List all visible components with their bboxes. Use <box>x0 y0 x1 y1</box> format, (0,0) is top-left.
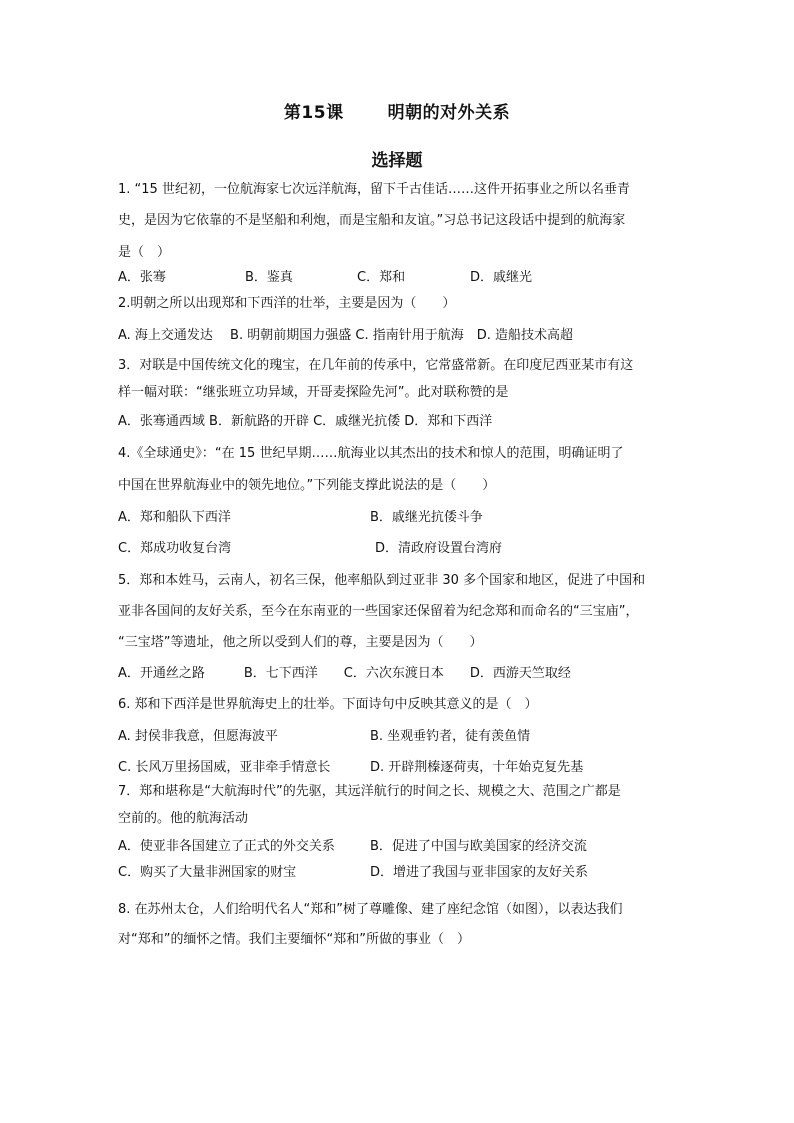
section-heading: 选择题 <box>371 151 423 171</box>
question-5-line-3: “三宝塔”等遗址，他之所以受到人们的尊，主要是因为（ ） <box>118 635 483 650</box>
question-4-line-2: 中国在世界航海业中的领先地位。”下列能支撑此说法的是（ ） <box>118 478 496 493</box>
question-1-option-b: B．鉴真 <box>245 270 293 285</box>
question-7-option-b: B．促进了中国与欧美国家的经济交流 <box>370 839 587 854</box>
question-6-option-b: B. 坐观垂钓者，徒有羡鱼情 <box>370 729 531 744</box>
question-4-option-c: C．郑成功收复台湾 <box>118 541 232 556</box>
question-5-line-2: 亚非各国间的友好关系，至今在东南亚的一些国家还保留着为纪念郑和而命名的“三宝庙”， <box>118 604 639 619</box>
question-1-line-1: 1. “15 世纪初，一位航海家七次远洋航海，留下千古佳话……这件开拓事业之所以名垂青 <box>118 182 630 197</box>
question-1-line-3: 是（ ） <box>118 245 171 260</box>
question-7-option-d: D．增进了我国与亚非国家的友好关系 <box>370 865 589 880</box>
question-2-line-1: 2.明朝之所以出现郑和下西洋的壮举，主要是因为（ ） <box>118 296 456 311</box>
lesson-title: 明朝的对外关系 <box>387 103 511 123</box>
question-8-line-2: 对“郑和”的缅怀之情。我们主要缅怀“郑和”所做的事业（ ） <box>118 932 470 947</box>
question-6-option-c: C. 长风万里扬国威，亚非牵手情意长 <box>118 760 331 775</box>
question-5-options: A．开通丝之路 B．七下西洋 C．六次东渡日本 D．西游天竺取经 <box>118 666 571 681</box>
question-7-option-a: A．使亚非各国建立了正式的外交关系 <box>118 839 335 854</box>
question-6-line-1: 6. 郑和下西洋是世界航海史上的壮举。下面诗句中反映其意义的是（ ） <box>118 697 538 712</box>
question-8-line-1: 8. 在苏州太仓，人们给明代名人“郑和”树了尊雕像、建了座纪念馆（如图），以表达我们 <box>118 902 623 917</box>
question-6-option-a: A. 封侯非我意，但愿海波平 <box>118 729 278 744</box>
question-7-option-c: C．购买了大量非洲国家的财宝 <box>118 865 297 880</box>
question-3-line-1: 3．对联是中国传统文化的瑰宝，在几年前的传承中，它常盛常新。在印度尼西亚某市有这 <box>118 358 634 373</box>
lesson-number: 第15课 <box>283 103 344 123</box>
question-4-line-1: 4.《全球通史》：“在 15 世纪早期……航海业以其杰出的技术和惊人的范围，明确证明了 <box>118 446 624 461</box>
question-2-options: A. 海上交通发达 B. 明朝前期国力强盛 C. 指南针用于航海 D. 造船技术高超 <box>118 328 573 343</box>
question-1-option-d: D．戚继光 <box>470 270 533 285</box>
question-3-line-2: 样一幅对联：“继张班立功异域，开哥麦探险先河”。此对联称赞的是 <box>118 385 509 400</box>
question-1-option-a: A．张骞 <box>118 270 166 285</box>
question-1-line-2: 史，是因为它依靠的不是坚船和利炮，而是宝船和友谊。”习总书记这段话中提到的航海家 <box>118 213 626 228</box>
question-6-option-d: D. 开辟荆榛逐荷夷，十年始克复先基 <box>370 760 584 775</box>
page-title <box>0 98 794 123</box>
question-4-option-d: D．清政府设置台湾府 <box>375 541 503 556</box>
question-4-option-a: A．郑和船队下西洋 <box>118 510 231 525</box>
question-3-options: A．张骞通西域 B．新航路的开辟 C．戚继光抗倭 D．郑和下西洋 <box>118 414 493 429</box>
question-4-option-b: B．戚继光抗倭斗争 <box>370 510 483 525</box>
question-1-option-c: C．郑和 <box>357 270 406 285</box>
question-7-line-2: 空前的。他的航海活动 <box>118 811 249 826</box>
question-5-line-1: 5．郑和本姓马，云南人，初名三保，他率船队到过亚非 30 多个国家和地区，促进了中国和 <box>118 573 646 588</box>
question-7-line-1: 7．郑和堪称是“大航海时代”的先驱，其远洋航行的时间之长、规模之大、范围之广都是 <box>118 784 621 799</box>
